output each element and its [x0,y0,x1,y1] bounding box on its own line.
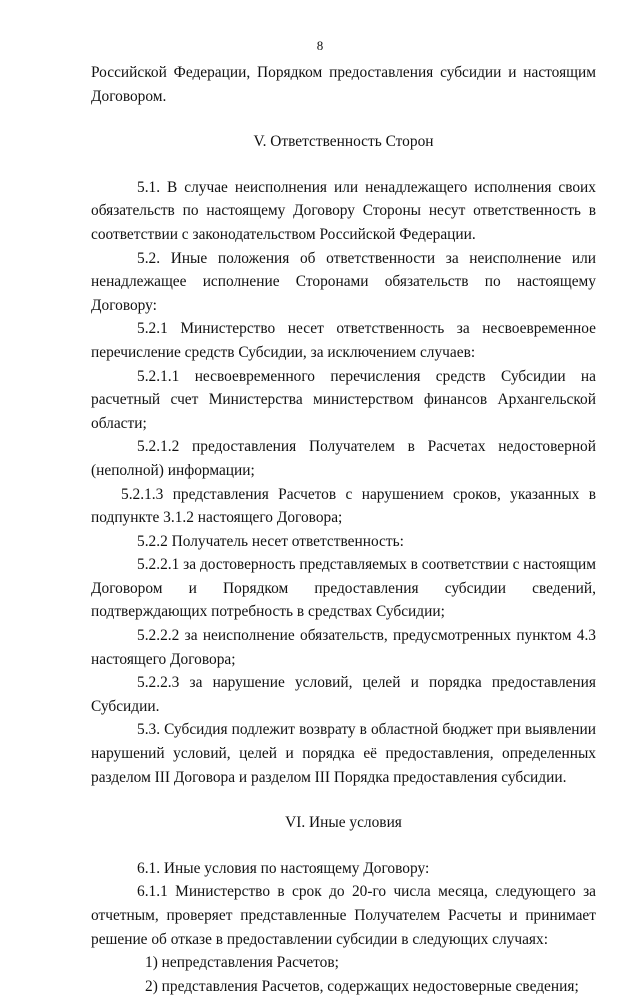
clause-5-2-2: 5.2.2 Получатель несет ответственность: [137,532,404,550]
page-number: 8 [316,38,324,53]
clause-5-1: 5.1. В случае неисполнения или ненадлежащего исполнения своих обязательств по настоящему Договору Стороны несут ответственность в соответствии с законодательством Российской Федерации. [91,178,596,243]
paragraph-continuation: Российской Федерации, Порядком предоставления субсидии и настоящим Договором. [91,64,596,105]
clause-5-2-1-3: 5.2.1.3 представления Расчетов с нарушением сроков, указанных в подпункте 3.1.2 настоящего Договора; [91,485,596,527]
clause-5-2-2-1: 5.2.2.1 за достоверность представляемых в соответствии с настоящим Договором и Порядком предоставления субсидии сведений, подтверждающих потребность в средствах Субсидии; [91,556,596,621]
clause-5-2-1-1: 5.2.1.1 несвоевременного перечисления средств Субсидии на расчетный счет Министерства министерством финансов Архангельской области; [91,367,596,432]
clause-5-2: 5.2. Иные положения об ответственности за неисполнение или ненадлежащее исполнение Сторонами обязательств по настоящему Договору: [91,249,596,314]
clause-5-3: 5.3. Субсидия подлежит возврату в областной бюджет при выявлении нарушений условий, целей и порядка её предоставления, определенных разделом III Договора и разделом III Порядка предоставления субсидии. [91,721,596,786]
clause-5-2-2-2: 5.2.2.2 за неисполнение обязательств, предусмотренных пунктом 4.3 настоящего Договора; [91,627,596,668]
section-heading-vi: VI. Иные условия [285,814,402,832]
clause-5-2-1-2: 5.2.1.2 предоставления Получателем в Расчетах недостоверной (неполной) информации; [91,438,596,479]
list-item-2: 2) представления Расчетов, содержащих недостоверные сведения; [145,977,579,995]
clause-6-1-1: 6.1.1 Министерство в срок до 20-го числа месяца, следующего за отчетным, проверяет представленные Получателем Расчеты и принимает решение об отказе в предоставлении субсидии в следующих случаях: [91,883,596,948]
section-heading-v: V. Ответственность Сторон [253,133,434,151]
list-item-1: 1) непредставления Расчетов; [145,954,339,972]
clause-5-2-1: 5.2.1 Министерство несет ответственность за несвоевременное перечисление средств Субсидии, за исключением случаев: [91,320,596,361]
clause-6-1: 6.1. Иные условия по настоящему Договору: [137,859,430,877]
clause-5-2-2-3: 5.2.2.3 за нарушение условий, целей и порядка предоставления Субсидии. [91,674,596,715]
document-body [91,61,596,998]
